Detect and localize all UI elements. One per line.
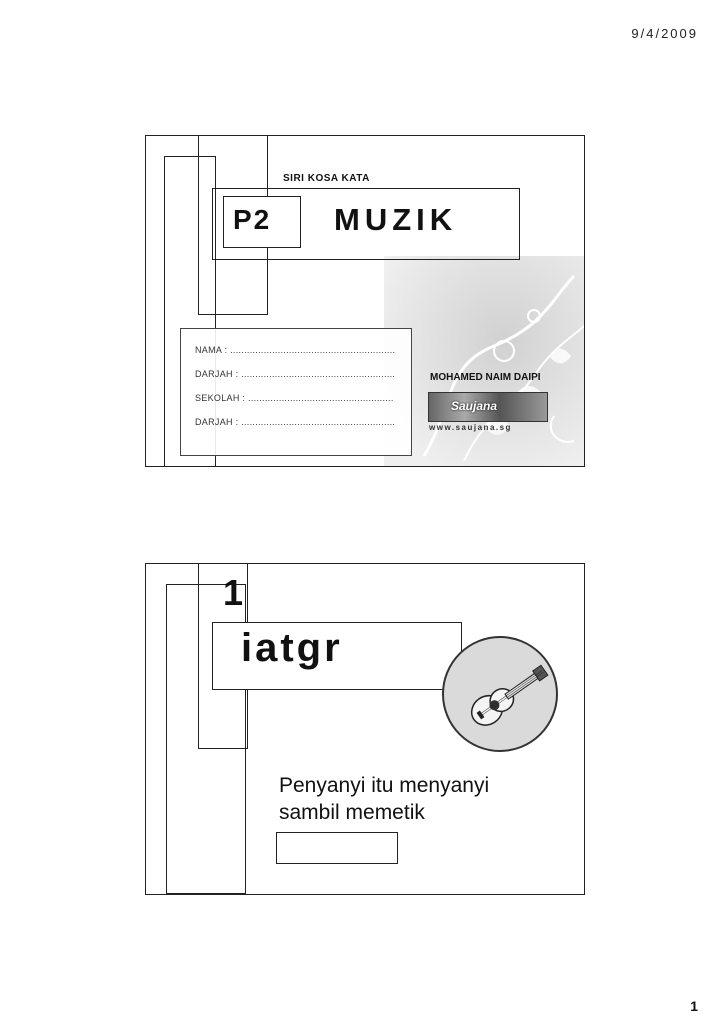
slide-heading: MUZIK xyxy=(334,202,458,237)
lesson-code: P2 xyxy=(233,204,272,235)
clue-sentence xyxy=(279,772,489,826)
series-label: SIRI KOSA KATA xyxy=(283,173,370,184)
saujana-logo xyxy=(428,392,548,422)
student-info-form xyxy=(180,328,412,456)
guitar-drawing xyxy=(444,638,556,750)
logo-text: Saujana xyxy=(451,399,498,413)
page-number: 1 xyxy=(690,998,698,1014)
author-name: MOHAMED NAIM DAIPI xyxy=(430,372,541,383)
floral-decoration xyxy=(384,256,584,466)
clue-line-1: Penyanyi itu menyanyi xyxy=(279,774,490,797)
slide-title xyxy=(145,135,585,467)
answer-box[interactable] xyxy=(276,832,398,864)
website-url: www.saujana.sg xyxy=(429,423,512,432)
form-line-class: DARJAH : ....................................................... xyxy=(195,369,396,379)
print-date: 9/4/2009 xyxy=(631,26,698,41)
word-number: 1 xyxy=(223,572,244,613)
slide-word-1 xyxy=(145,563,585,895)
clue-line-2: sambil memetik xyxy=(279,801,425,824)
guitar-icon xyxy=(442,636,558,752)
scrambled-word: iatgr xyxy=(241,626,343,670)
form-line-class-2: DARJAH : ....................................................... xyxy=(195,417,396,427)
form-line-school: SEKOLAH : .................................................... xyxy=(195,393,394,403)
form-line-name: NAMA : ........................................................... xyxy=(195,345,396,355)
